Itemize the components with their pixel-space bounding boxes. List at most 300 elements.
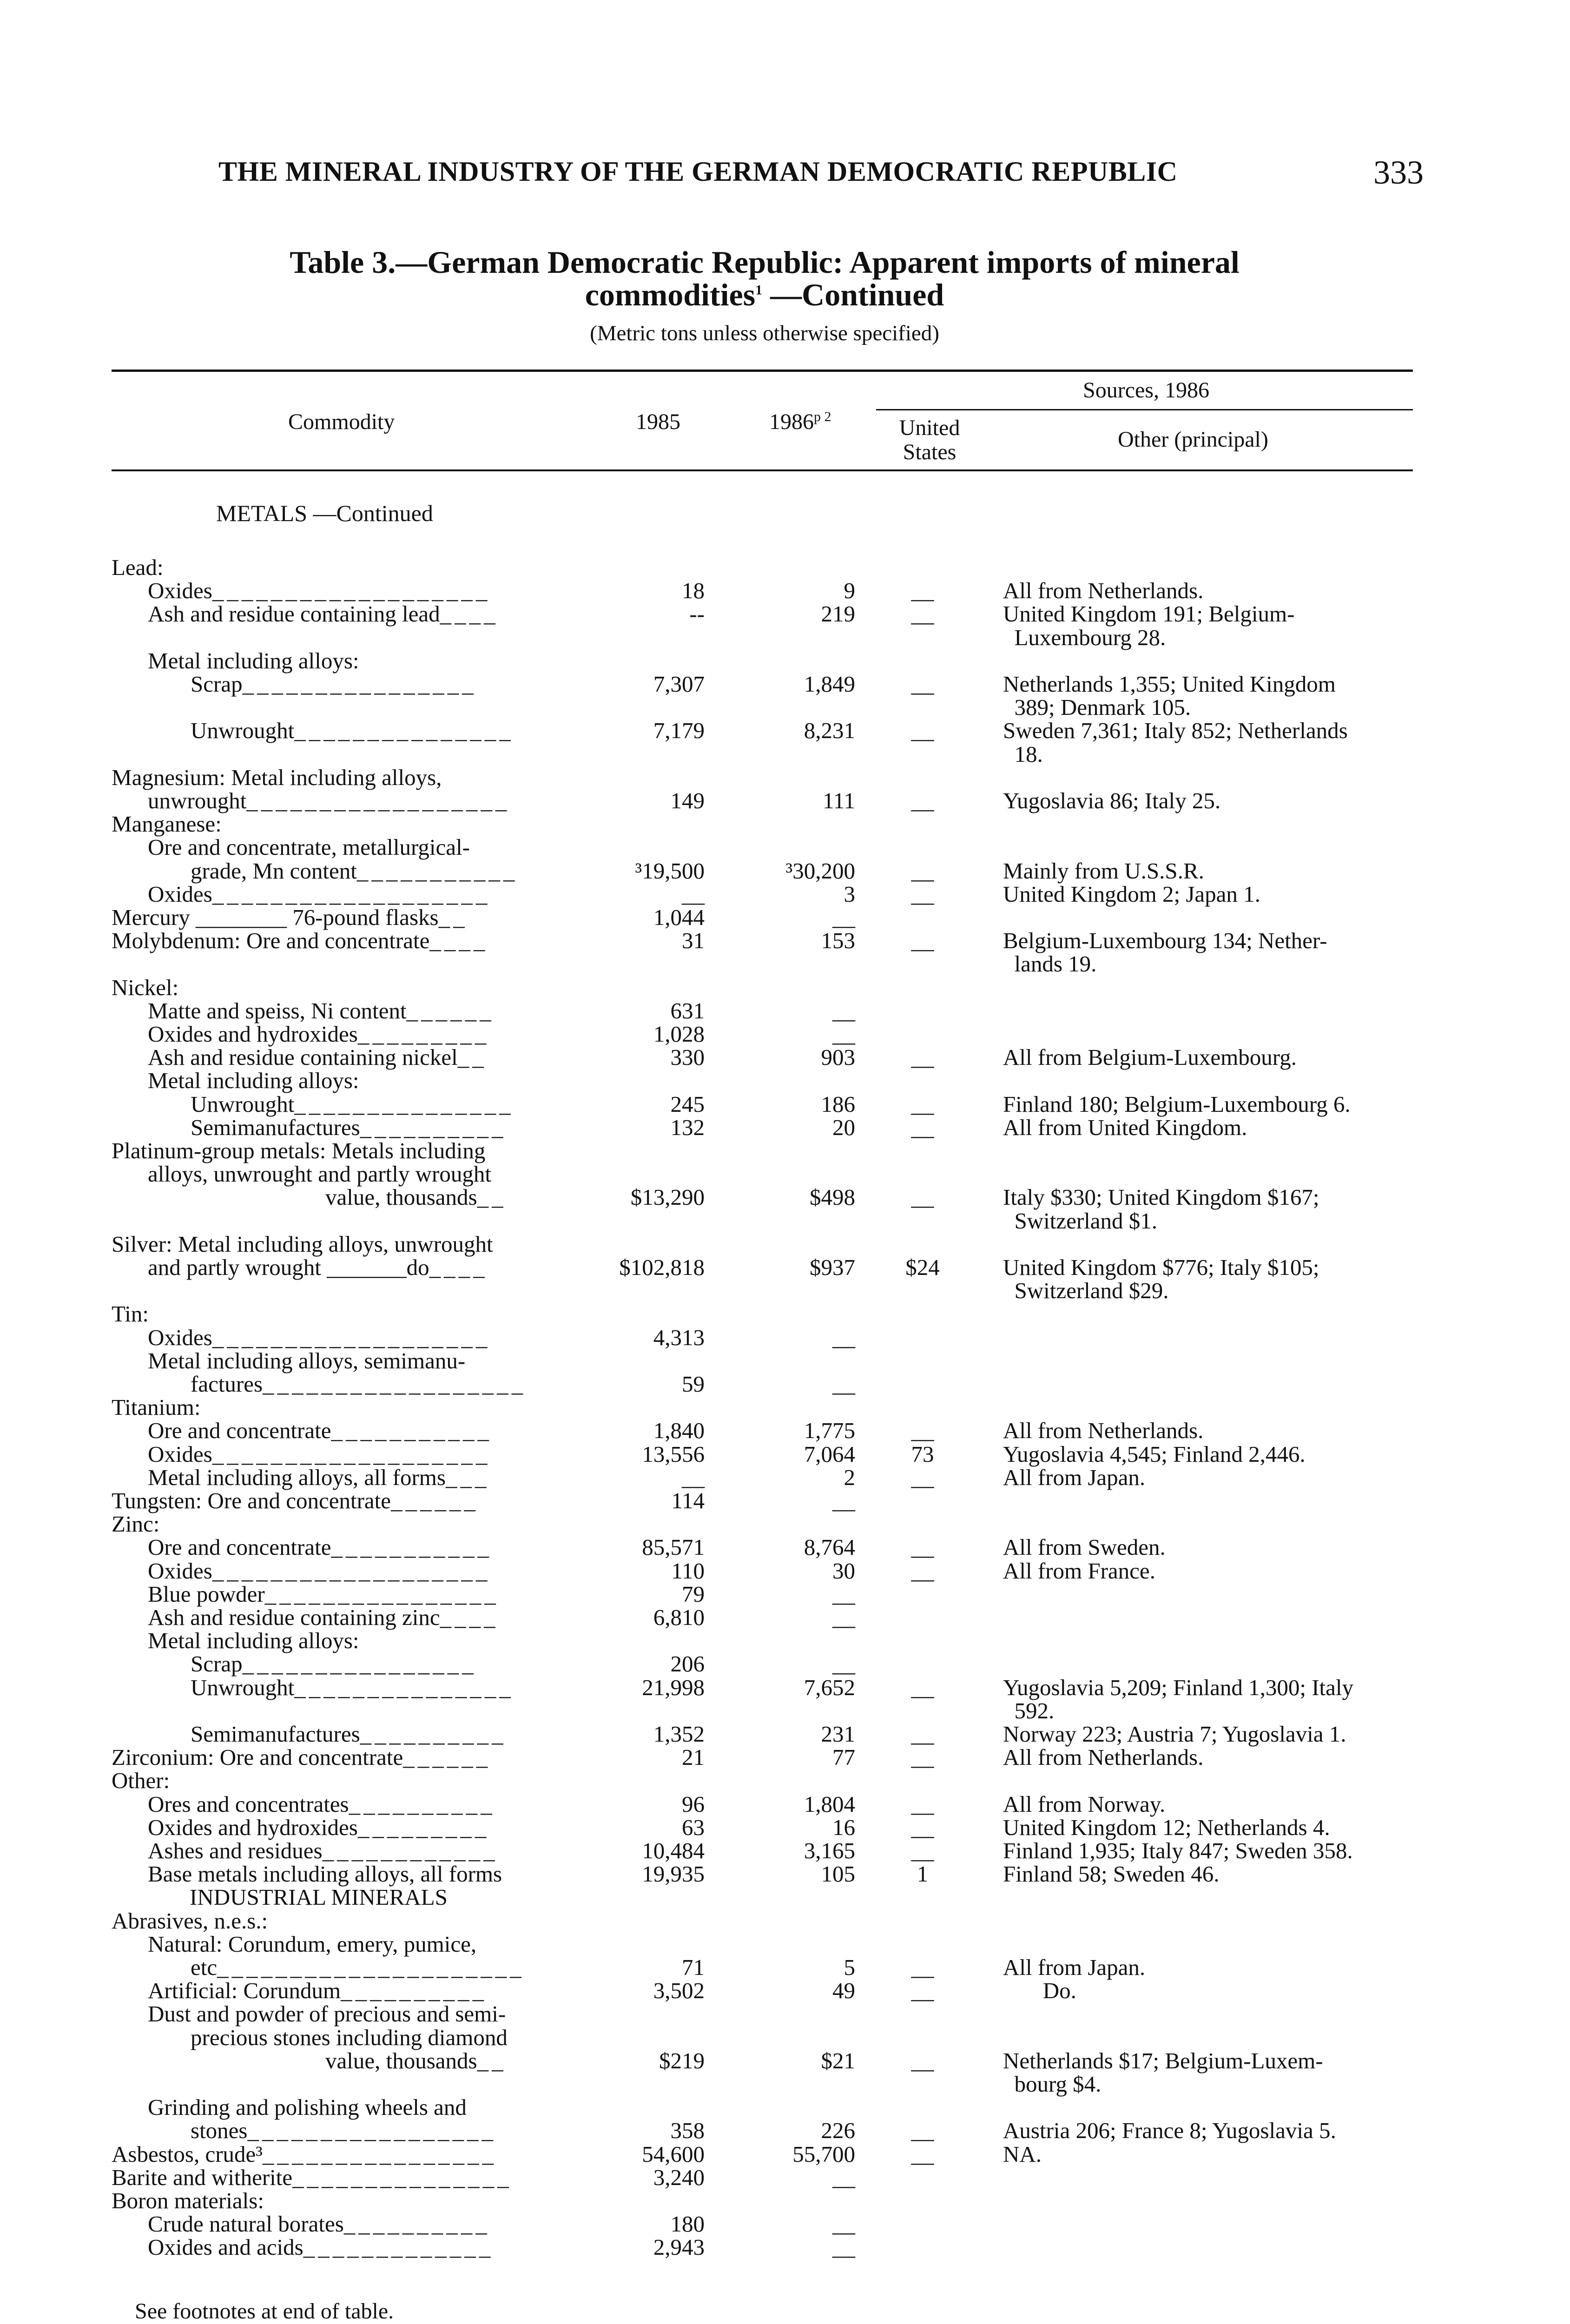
value-united-states: __ xyxy=(911,1791,934,1817)
commodity-label xyxy=(148,789,510,813)
commodity-text: precious stones including diamond xyxy=(191,2024,508,2050)
leader-dots: __________ xyxy=(360,1114,507,1140)
value-1986: __ xyxy=(832,2234,855,2260)
table-row xyxy=(0,1302,1570,1326)
table-row xyxy=(0,1279,1570,1303)
leader-dots: __________ xyxy=(360,1721,507,1747)
commodity-text: Ash and residue containing zinc xyxy=(148,1604,440,1630)
commodity-text: Unwrought xyxy=(191,1091,295,1117)
other-sources: Yugoslavia 5,209; Finland 1,300; Italy xyxy=(1003,1674,1353,1700)
value-united-states: __ xyxy=(911,1184,934,1210)
commodity-text: Tungsten: Ore and concentrate xyxy=(112,1488,391,1513)
value-united-states: __ xyxy=(911,928,934,954)
value-1985: 7,179 xyxy=(653,718,705,744)
commodity-text: Tin: xyxy=(112,1301,149,1327)
commodity-text: grade, Mn content xyxy=(191,858,357,884)
table-row xyxy=(0,602,1570,626)
value-1985: 1,840 xyxy=(653,1418,705,1444)
table-row xyxy=(0,1816,1570,1840)
header-1985: 1985 xyxy=(636,409,680,434)
leader-dots: _______________ xyxy=(294,1091,514,1117)
table-row xyxy=(0,859,1570,883)
value-united-states: __ xyxy=(911,671,934,697)
table-row xyxy=(0,1535,1570,1559)
table-row xyxy=(0,1559,1570,1583)
table-row xyxy=(0,2049,1570,2073)
value-1985: 63 xyxy=(682,1814,705,1840)
table-row xyxy=(0,2026,1570,2050)
value-1986: __ xyxy=(832,2164,855,2190)
value-1986: 5 xyxy=(844,1954,855,1980)
commodity-text: Silver: Metal including alloys, unwrought xyxy=(112,1231,493,1257)
value-1986: 8,231 xyxy=(804,718,855,744)
table-row xyxy=(0,2189,1570,2213)
other-sources: Belgium-Luxembourg 134; Nether- xyxy=(1003,928,1327,954)
commodity-label xyxy=(148,1932,476,1956)
other-sources: Finland 180; Belgium-Luxembourg 6. xyxy=(1003,1091,1351,1117)
table-row xyxy=(0,1139,1570,1163)
commodity-label xyxy=(191,1652,477,1676)
value-1985: 206 xyxy=(670,1651,705,1677)
value-1985: 18 xyxy=(682,578,705,604)
commodity-text: Crude natural borates xyxy=(148,2211,344,2237)
leader-dots: ____________ xyxy=(322,1838,498,1863)
table-row xyxy=(0,1466,1570,1490)
value-1986: 7,652 xyxy=(804,1674,855,1700)
value-united-states: __ xyxy=(911,718,934,744)
other-sources: All from Japan. xyxy=(1003,1464,1146,1490)
commodity-label xyxy=(148,1862,502,1886)
leader-dots: _________ xyxy=(357,1814,490,1840)
value-united-states: __ xyxy=(911,1464,934,1490)
table-row xyxy=(0,2212,1570,2236)
value-1986: 1,849 xyxy=(804,671,855,697)
value-united-states: __ xyxy=(911,1558,934,1584)
header-1986-sup: p 2 xyxy=(814,409,831,424)
leader-dots: _________________ xyxy=(247,2118,496,2144)
value-1986: 186 xyxy=(821,1091,855,1117)
commodity-label xyxy=(148,1582,499,1606)
commodity-label xyxy=(148,602,499,626)
table-row xyxy=(0,1022,1570,1046)
leader-dots: ___________________ xyxy=(212,881,491,907)
value-1985: 13,556 xyxy=(642,1441,705,1467)
value-1986: __ xyxy=(832,905,855,930)
section-metals: METALS —Continued xyxy=(216,500,433,526)
value-united-states: __ xyxy=(911,1674,934,1700)
value-1985: __ xyxy=(682,1464,705,1490)
other-sources: United Kingdom 2; Japan 1. xyxy=(1003,881,1260,907)
leader-dots: ________________ xyxy=(242,671,477,697)
other-sources: Netherlands $17; Belgium-Luxem- xyxy=(1003,2047,1323,2073)
leader-dots: ____ xyxy=(440,1604,499,1630)
commodity-label xyxy=(112,766,442,790)
other-sources: Finland 1,935; Italy 847; Sweden 358. xyxy=(1003,1838,1353,1863)
commodity-label xyxy=(191,2119,496,2143)
value-1986: 1,775 xyxy=(804,1418,855,1444)
value-1986: __ xyxy=(832,1021,855,1047)
commodity-label xyxy=(112,929,488,953)
table-row xyxy=(0,789,1570,813)
value-united-states: __ xyxy=(911,1418,934,1444)
commodity-text: Ash and residue containing nickel xyxy=(148,1044,458,1070)
table-row xyxy=(0,1885,1570,1909)
commodity-text: Ash and residue containing lead xyxy=(148,601,440,627)
value-1986: ³30,200 xyxy=(785,858,855,884)
commodity-text: Nickel: xyxy=(112,974,179,1000)
table-row xyxy=(0,579,1570,603)
leader-dots: __________________ xyxy=(263,1371,527,1397)
commodity-text: Unwrought xyxy=(191,1674,295,1700)
commodity-label xyxy=(191,2026,508,2050)
value-1986: 219 xyxy=(821,601,855,627)
other-sources: bourg $4. xyxy=(1003,2071,1102,2097)
table-row xyxy=(0,2095,1570,2119)
commodity-text: Oxides xyxy=(148,881,212,907)
commodity-label xyxy=(191,1372,526,1396)
value-1985: 21,998 xyxy=(642,1674,705,1700)
other-sources: All from Netherlands. xyxy=(1003,1744,1204,1770)
table-row xyxy=(0,1092,1570,1116)
other-sources: All from Japan. xyxy=(1003,1954,1146,1980)
commodity-text: Boron materials: xyxy=(112,2188,264,2213)
commodity-text: Ore and concentrate xyxy=(148,1534,331,1560)
leader-dots: ______ xyxy=(406,997,495,1023)
commodity-label xyxy=(148,1419,492,1443)
commodity-text: Lead: xyxy=(112,555,164,580)
commodity-label xyxy=(112,1909,268,1933)
table-row xyxy=(0,1605,1570,1630)
value-united-states: __ xyxy=(911,858,934,884)
header-bottom-rule xyxy=(112,469,1413,471)
value-1986: 111 xyxy=(823,788,855,813)
commodity-label xyxy=(148,999,495,1023)
table-row xyxy=(0,1045,1570,1070)
table-row xyxy=(0,2235,1570,2259)
table-row xyxy=(0,2166,1570,2190)
commodity-label xyxy=(148,1069,359,1093)
table-row xyxy=(0,672,1570,696)
running-head: THE MINERAL INDUSTRY OF THE GERMAN DEMOCRATIC REPUBLIC xyxy=(218,156,1178,187)
commodity-label xyxy=(191,719,514,743)
commodity-label xyxy=(148,1979,487,2003)
commodity-text: factures xyxy=(191,1371,263,1397)
other-sources: Austria 206; France 8; Yugoslavia 5. xyxy=(1003,2118,1336,2144)
value-united-states: __ xyxy=(911,881,934,907)
value-1985: -- xyxy=(689,601,705,627)
commodity-label xyxy=(148,649,359,673)
table-row xyxy=(0,1792,1570,1816)
commodity-text: Zirconium: Ore and concentrate xyxy=(112,1744,403,1770)
table-subtitle: (Metric tons unless otherwise specified) xyxy=(590,321,939,345)
table-row xyxy=(0,1419,1570,1443)
header-other: Other (principal) xyxy=(1118,427,1268,452)
value-1985: $13,290 xyxy=(630,1184,705,1210)
table-row xyxy=(0,1745,1570,1769)
commodity-text: Oxides xyxy=(148,1558,212,1584)
value-1986: 20 xyxy=(832,1114,855,1140)
commodity-label xyxy=(191,1116,507,1140)
commodity-text: Ore and concentrate, metallurgical- xyxy=(148,834,470,860)
value-1985: 330 xyxy=(670,1044,705,1070)
table-row xyxy=(0,1769,1570,1793)
value-united-states: __ xyxy=(911,2141,934,2167)
other-sources: Sweden 7,361; Italy 852; Netherlands xyxy=(1003,718,1348,744)
commodity-label xyxy=(148,1442,490,1466)
value-1986: 49 xyxy=(832,1978,855,2004)
commodity-text: Abrasives, n.e.s.: xyxy=(112,1908,268,1934)
leader-dots: ____ xyxy=(429,928,488,954)
commodity-text: Magnesium: Metal including alloys, xyxy=(112,764,442,790)
other-sources: Mainly from U.S.S.R. xyxy=(1003,858,1204,884)
other-sources: United Kingdom 191; Belgium- xyxy=(1003,601,1295,627)
commodity-label xyxy=(148,882,490,906)
commodity-text: Barite and witherite xyxy=(112,2164,293,2190)
commodity-text: Mercury ________ 76-pound flasks xyxy=(112,905,439,930)
commodity-text: Base metals including alloys, all forms xyxy=(148,1861,502,1887)
table-row xyxy=(0,555,1570,580)
other-sources: Luxembourg 28. xyxy=(1003,624,1166,650)
page-number: 333 xyxy=(1373,154,1424,191)
table-row xyxy=(0,999,1570,1023)
commodity-text: Unwrought xyxy=(191,718,295,744)
value-1986: 8,764 xyxy=(804,1534,855,1560)
leader-dots: _______________ xyxy=(294,1674,514,1700)
other-sources: All from United Kingdom. xyxy=(1003,1114,1247,1140)
other-sources: Yugoslavia 86; Italy 25. xyxy=(1003,788,1221,813)
value-united-states: __ xyxy=(911,1978,934,2004)
value-united-states: __ xyxy=(911,1114,934,1140)
other-sources: Switzerland $1. xyxy=(1003,1208,1158,1234)
commodity-text: Dust and powder of precious and semi- xyxy=(148,2001,506,2027)
other-sources: All from Belgium-Luxembourg. xyxy=(1003,1044,1297,1070)
commodity-text: Natural: Corundum, emery, pumice, xyxy=(148,1931,477,1957)
commodity-text: Metal including alloys: xyxy=(148,1628,359,1654)
value-1986: 903 xyxy=(821,1044,855,1070)
other-sources: 389; Denmark 105. xyxy=(1003,694,1191,720)
leader-dots: __________ xyxy=(341,1978,488,2004)
table-row xyxy=(0,1629,1570,1653)
value-1986: 7,064 xyxy=(804,1441,855,1467)
commodity-text: Ores and concentrates xyxy=(148,1791,349,1817)
table-row xyxy=(0,1185,1570,1209)
commodity-label xyxy=(325,1185,507,1209)
leader-dots: __________________ xyxy=(246,788,510,813)
other-sources: All from Netherlands. xyxy=(1003,578,1204,604)
table-row xyxy=(0,929,1570,953)
table-row xyxy=(0,1512,1570,1536)
table-row xyxy=(0,742,1570,766)
commodity-text: Oxides and hydroxides xyxy=(148,1021,358,1047)
other-sources: 18. xyxy=(1003,741,1043,767)
value-1985: $219 xyxy=(659,2047,705,2073)
commodity-label xyxy=(112,1395,201,1419)
commodity-label xyxy=(148,1839,498,1863)
header-sources: Sources, 1986 xyxy=(1083,378,1209,403)
leader-dots: __________ xyxy=(343,2211,490,2237)
commodity-label xyxy=(112,555,164,580)
value-1986: 153 xyxy=(821,928,855,954)
commodity-text: INDUSTRIAL MINERALS xyxy=(190,1884,448,1910)
table-row xyxy=(0,1116,1570,1140)
table-row xyxy=(0,1232,1570,1256)
leader-dots: __ xyxy=(438,905,468,930)
table-title-continued: —Continued xyxy=(762,277,944,312)
header-1986 xyxy=(769,409,831,435)
leader-dots: __________ xyxy=(349,1791,495,1817)
commodity-label xyxy=(148,1629,359,1653)
commodity-label xyxy=(148,579,490,603)
commodity-text: Semimanufactures xyxy=(191,1721,360,1747)
value-1986: __ xyxy=(832,1488,855,1513)
table-row xyxy=(0,1862,1570,1886)
value-1986: __ xyxy=(832,2211,855,2237)
commodity-label xyxy=(148,1535,492,1559)
value-1985: 1,028 xyxy=(653,1021,705,1047)
table-row xyxy=(0,1349,1570,1373)
commodity-text: Manganese: xyxy=(112,811,222,837)
commodity-label xyxy=(112,2166,512,2190)
value-1986: $498 xyxy=(810,1184,855,1210)
other-sources: Switzerland $29. xyxy=(1003,1278,1169,1304)
value-1986: __ xyxy=(832,1324,855,1350)
value-united-states: __ xyxy=(911,1721,934,1747)
leader-dots: ___ xyxy=(445,1464,490,1490)
value-1986: $937 xyxy=(810,1254,855,1280)
other-sources: Finland 58; Sweden 46. xyxy=(1003,1861,1220,1887)
leader-dots: ___________________ xyxy=(212,578,491,604)
commodity-label xyxy=(112,812,222,836)
commodity-label xyxy=(112,1302,149,1326)
other-sources: All from Sweden. xyxy=(1003,1534,1166,1560)
value-1986: 16 xyxy=(832,1814,855,1840)
leader-dots: ___________ xyxy=(331,1534,492,1560)
value-1985: 358 xyxy=(670,2118,705,2144)
value-1986: __ xyxy=(832,1651,855,1677)
value-1986: $21 xyxy=(821,2047,855,2073)
commodity-text: Artificial: Corundum xyxy=(148,1978,341,2004)
value-1985: 180 xyxy=(670,2211,705,2237)
table-row xyxy=(0,1489,1570,1513)
commodity-text: Scrap xyxy=(191,671,243,697)
leader-dots: ___________________ xyxy=(212,1441,491,1467)
value-united-states: __ xyxy=(911,2118,934,2144)
commodity-label xyxy=(148,1816,489,1840)
value-1985: 1,044 xyxy=(653,905,705,930)
other-sources: lands 19. xyxy=(1003,951,1097,977)
commodity-label xyxy=(112,1745,491,1769)
commodity-label xyxy=(148,1792,495,1816)
sources-rule xyxy=(876,409,1413,410)
value-united-states: 73 xyxy=(911,1441,934,1467)
table-row xyxy=(0,1652,1570,1676)
commodity-label xyxy=(112,2189,264,2213)
commodity-label xyxy=(148,1605,499,1630)
value-1985: 631 xyxy=(670,997,705,1023)
commodity-label xyxy=(112,2142,497,2166)
value-1985: 6,810 xyxy=(653,1604,705,1630)
commodity-text: Scrap xyxy=(191,1651,243,1677)
value-united-states: __ xyxy=(911,1954,934,1980)
value-united-states: __ xyxy=(911,601,934,627)
commodity-text: Blue powder xyxy=(148,1581,265,1607)
commodity-label xyxy=(148,1326,490,1350)
leader-dots: _______________ xyxy=(294,718,514,744)
leader-dots: ___________________ xyxy=(212,1324,491,1350)
commodity-text: stones xyxy=(191,2118,248,2144)
other-sources: NA. xyxy=(1003,2141,1042,2167)
commodity-text: Matte and speiss, Ni content xyxy=(148,997,407,1023)
leader-dots: _____________________ xyxy=(217,1954,525,1980)
commodity-text: Grinding and polishing wheels and xyxy=(148,2094,467,2120)
commodity-label xyxy=(191,672,477,696)
value-1986: 3,165 xyxy=(804,1838,855,1863)
commodity-label xyxy=(191,1676,514,1700)
commodity-label xyxy=(148,2095,467,2119)
value-united-states: __ xyxy=(911,2047,934,2073)
value-united-states: __ xyxy=(911,1814,934,1840)
value-1985: 132 xyxy=(670,1114,705,1140)
table-row xyxy=(0,1839,1570,1863)
value-united-states: __ xyxy=(911,1091,934,1117)
value-1986: 2 xyxy=(844,1464,855,1490)
commodity-label xyxy=(112,1139,485,1163)
table-row xyxy=(0,1979,1570,2003)
value-united-states: __ xyxy=(911,578,934,604)
leader-dots: ___________ xyxy=(356,858,518,884)
commodity-text: Oxides xyxy=(148,1441,212,1467)
commodity-text: alloys, unwrought and partly wrought xyxy=(148,1161,491,1187)
value-1985: 54,600 xyxy=(642,2141,705,2167)
value-united-states: __ xyxy=(911,788,934,813)
table-row xyxy=(0,1069,1570,1093)
value-1986: __ xyxy=(832,1581,855,1607)
commodity-text: Metal including alloys: xyxy=(148,1068,359,1094)
commodity-text: Oxides and hydroxides xyxy=(148,1814,358,1840)
table-row xyxy=(0,1326,1570,1350)
commodity-text: Oxides and acids xyxy=(148,2234,303,2260)
table-row xyxy=(0,812,1570,836)
leader-dots: __ xyxy=(457,1044,487,1070)
commodity-label xyxy=(148,1162,491,1186)
table-row xyxy=(0,2142,1570,2166)
table-row xyxy=(0,1955,1570,1980)
other-sources: All from Norway. xyxy=(1003,1791,1166,1817)
commodity-label xyxy=(148,2212,490,2236)
commodity-text: Other: xyxy=(112,1768,170,1794)
table-row xyxy=(0,1932,1570,1956)
table-row xyxy=(0,1909,1570,1933)
value-united-states: $24 xyxy=(905,1254,940,1280)
other-sources: United Kingdom 12; Netherlands 4. xyxy=(1003,1814,1330,1840)
leader-dots: ____ xyxy=(429,1254,488,1280)
value-1985: 245 xyxy=(670,1091,705,1117)
other-sources: United Kingdom $776; Italy $105; xyxy=(1003,1254,1319,1280)
value-1986: 77 xyxy=(832,1744,855,1770)
commodity-text: Oxides xyxy=(148,578,212,604)
other-sources: Norway 223; Austria 7; Yugoslavia 1. xyxy=(1003,1721,1346,1747)
other-sources: All from Netherlands. xyxy=(1003,1418,1204,1444)
table-row xyxy=(0,719,1570,743)
value-1985: 96 xyxy=(682,1791,705,1817)
value-1986: __ xyxy=(832,1604,855,1630)
table-title-text: commodities xyxy=(585,277,756,312)
commodity-label xyxy=(112,1489,479,1513)
table-row xyxy=(0,905,1570,930)
commodity-label xyxy=(191,859,518,883)
commodity-label xyxy=(148,835,470,859)
table-title-line2 xyxy=(112,279,1418,310)
